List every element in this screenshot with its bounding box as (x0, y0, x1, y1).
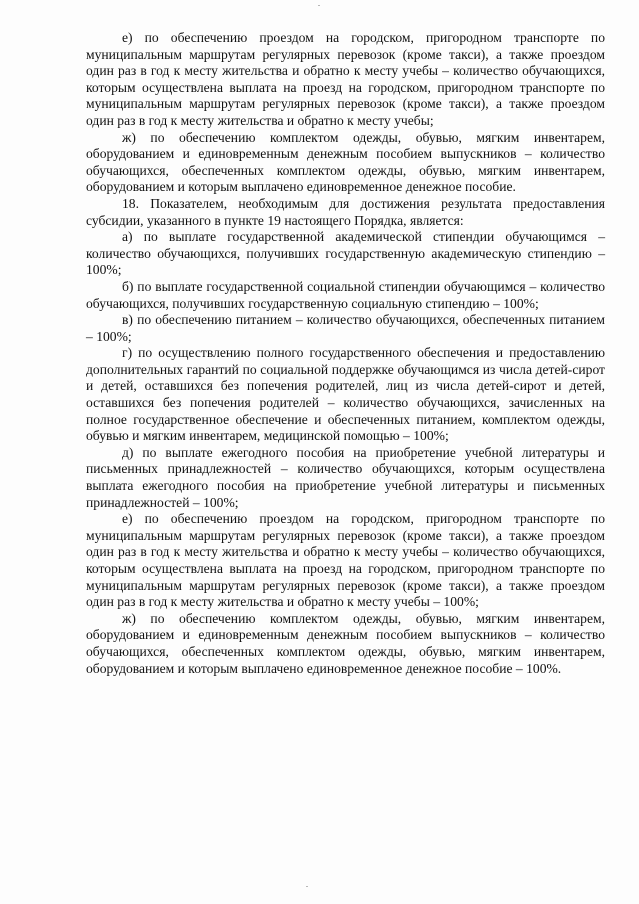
paragraph-18-indicator: 18. Показателем, необходимым для достижения результата предоставления субсидии, указанного в пункте 19 настоящего Порядка, является: (86, 195, 605, 228)
paragraph-e-transport-100: е) по обеспечению проездом на городском, пригородном транспорте по муниципальным маршрутам регулярных перевозок (кроме такси), а также проездом один раз в год к месту жительства и обратно к месту учебы – количество обучающихся, которым осуществлена выплата на проезд на городском, пригородном транспорте по муниципальным маршрутам регулярных перевозок (кроме такси), а также проездом один раз в год к месту жительства и обратно к месту учебы – 100%; (86, 511, 605, 610)
paragraph-b-social-stipend: б) по выплате государственной социальной стипендии обучающимся – количество обучающихся, получивших государственную социальную стипендию – 100%; (86, 278, 605, 311)
paragraph-e-transport: е) по обеспечению проездом на городском, пригородном транспорте по муниципальным маршрутам регулярных перевозок (кроме такси), а также проездом один раз в год к месту жительства и обратно к месту учебы – количество обучающихся, которым осуществлена выплата на проезд на городском, пригородном транспорте по муниципальным маршрутам регулярных перевозок (кроме такси), а также проездом один раз в год к месту жительства и обратно к месту учебы; (86, 30, 605, 128)
paragraph-a-academic-stipend: а) по выплате государственной академической стипендии обучающимся – количество обучающихся, получивших государственную академическую стипендию – 100%; (86, 229, 605, 278)
paragraph-d-annual-allowance: д) по выплате ежегодного пособия на приобретение учебной литературы и письменных принадлежностей – количество обучающихся, которым осуществлена выплата ежегодного пособия на приобретение учебной литературы и письменных принадлежностей – 100%; (86, 444, 605, 510)
document-body (86, 30, 605, 677)
paragraph-zh-clothing-100: ж) по обеспечению комплектом одежды, обувью, мягким инвентарем, оборудованием и единовременным денежным пособием выпускников – количество обучающихся, обеспеченных комплектом одежды, обувью, мягким инвентарем, оборудованием и которым выплачено единовременное денежное пособие – 100%. (86, 610, 605, 676)
scan-speck (318, 5, 320, 6)
paragraph-zh-clothing: ж) по обеспечению комплектом одежды, обувью, мягким инвентарем, оборудованием и единовременным денежным пособием выпускников – количество обучающихся, обеспеченных комплектом одежды, обувью, мягким инвентарем, оборудованием и которым выплачено единовременное денежное пособие. (86, 129, 605, 195)
paragraph-g-full-support: г) по осуществлению полного государственного обеспечения и предоставлению дополнительных гарантий по социальной поддержке обучающимся из числа детей-сирот и детей, оставшихся без попечения родителей, лиц из числа детей-сирот и детей, оставшихся без попечения родителей – количество обучающихся, зачисленных на полное государственное обеспечение и обеспеченных питанием, комплектом одежды, обувью и мягким инвентарем, медицинской помощью – 100%; (86, 345, 605, 444)
paragraph-v-nutrition: в) по обеспечению питанием – количество обучающихся, обеспеченных питанием – 100%; (86, 312, 605, 344)
scan-speck (306, 886, 308, 887)
